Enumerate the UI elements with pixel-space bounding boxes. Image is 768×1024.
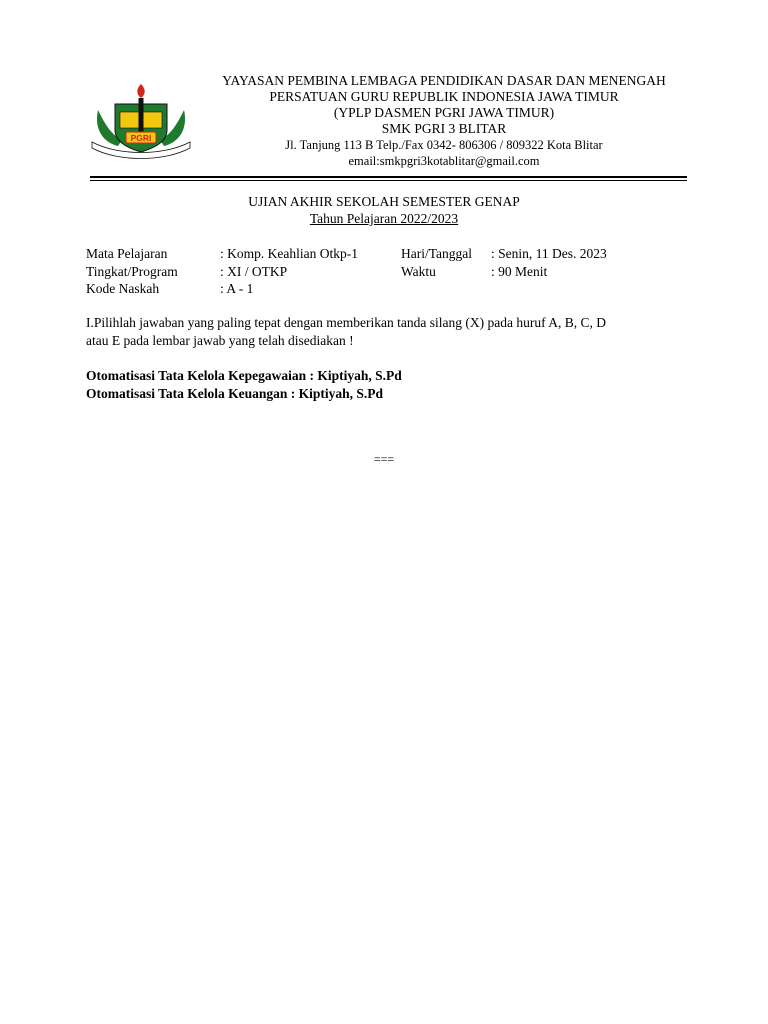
info-value: : Komp. Keahlian Otkp-1 — [220, 246, 358, 261]
exam-year: Tahun Pelajaran 2022/2023 — [309, 211, 459, 226]
emblem-text: PGRI — [130, 133, 152, 143]
info-row — [86, 280, 358, 298]
exam-title: UJIAN AKHIR SEKOLAH SEMESTER GENAP — [248, 194, 520, 209]
instruction-line: atau E pada lembar jawab yang telah disediakan ! — [86, 333, 354, 348]
exam-heading — [0, 193, 768, 227]
letterhead-email: email:smkpgri3kotablitar@gmail.com — [348, 154, 540, 168]
info-label: Tingkat/Program — [86, 263, 178, 279]
info-value: : A - 1 — [220, 281, 254, 296]
info-label: Mata Pelajaran — [86, 246, 168, 261]
exam-info-left — [86, 245, 358, 298]
subject-item: Otomatisasi Tata Kelola Keuangan : Kiptiyah, S.Pd — [86, 385, 384, 401]
instruction-line: I.Pilihlah jawaban yang paling tepat dengan memberikan tanda silang (X) pada huruf A, B, C, D — [86, 315, 606, 330]
header-rule-thin — [90, 180, 687, 181]
exam-info-right — [401, 245, 607, 280]
info-label: Kode Naskah — [86, 281, 160, 296]
instruction-text — [86, 314, 686, 350]
book-left — [120, 112, 139, 128]
pgri-logo — [88, 84, 194, 160]
torch-stem — [139, 98, 144, 132]
info-value: : XI / OTKP — [220, 263, 288, 279]
header-rule-thick — [90, 176, 687, 178]
info-row — [86, 263, 358, 281]
letterhead — [200, 73, 688, 169]
letterhead-school: SMK PGRI 3 BLITAR — [381, 121, 507, 136]
torch-flame — [137, 84, 145, 98]
subject-list — [86, 367, 402, 402]
letterhead-foundation: YAYASAN PEMBINA LEMBAGA PENDIDIKAN DASAR DAN MENENGAH — [222, 73, 666, 88]
book-right — [143, 112, 162, 128]
info-value: : 90 Menit — [491, 263, 548, 279]
letterhead-abbreviation: (YPLP DASMEN PGRI JAWA TIMUR) — [333, 105, 555, 120]
subject-item: Otomatisasi Tata Kelola Kepegawaian : Kiptiyah, S.Pd — [86, 368, 402, 383]
letterhead-organization: PERSATUAN GURU REPUBLIK INDONESIA JAWA TIMUR — [269, 89, 619, 104]
letterhead-address: Jl. Tanjung 113 B Telp./Fax 0342- 806306 / 809322 Kota Blitar — [285, 138, 603, 152]
info-label: Waktu — [401, 263, 436, 279]
info-row — [401, 263, 607, 281]
info-row — [86, 245, 358, 263]
info-row — [401, 245, 607, 263]
info-value: : Senin, 11 Des. 2023 — [491, 246, 607, 261]
info-label: Hari/Tanggal — [401, 246, 473, 261]
section-separator: === — [373, 452, 395, 466]
